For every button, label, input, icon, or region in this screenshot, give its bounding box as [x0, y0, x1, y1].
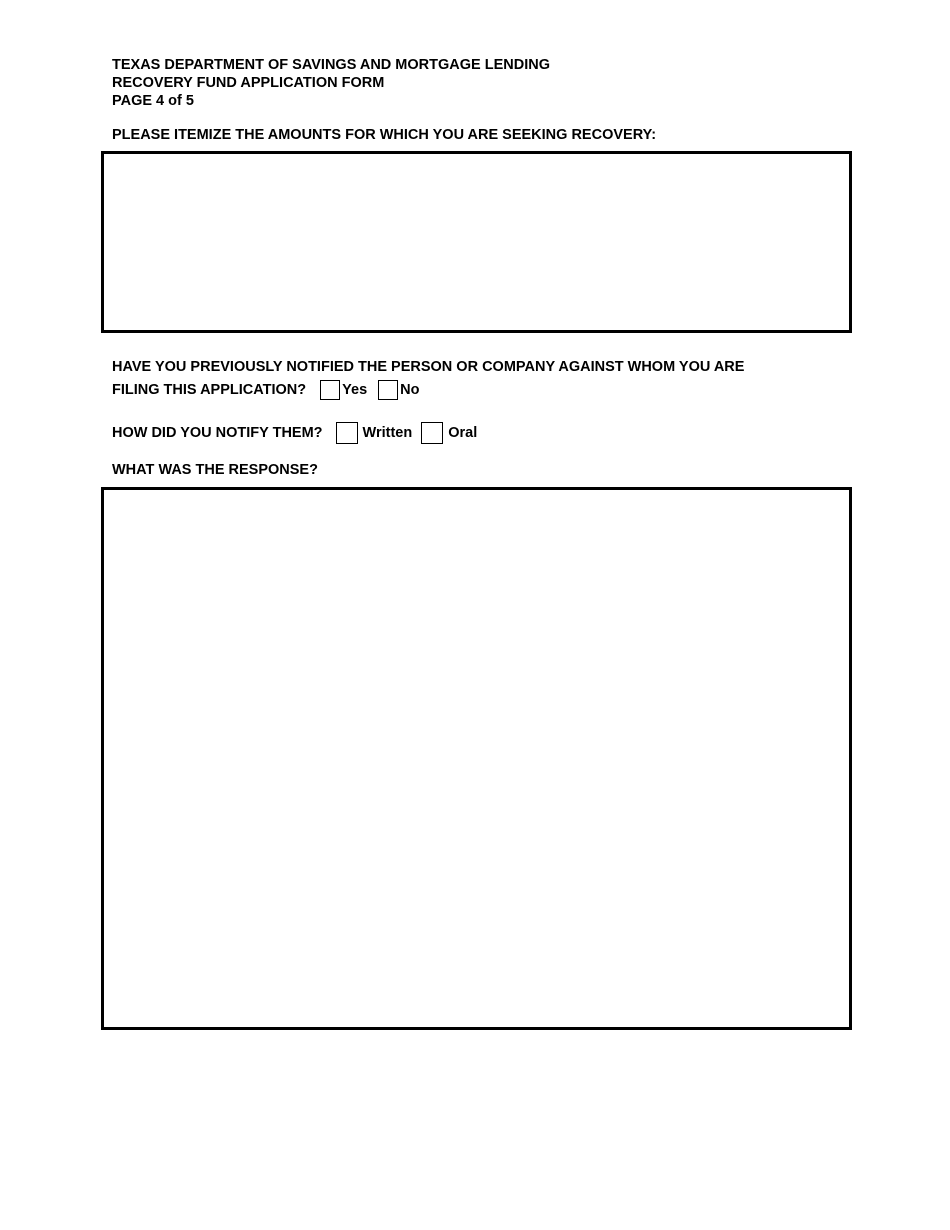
notified-yes-checkbox[interactable] [320, 380, 340, 400]
form-header [112, 56, 550, 110]
written-label: Written [362, 425, 413, 441]
department-name: TEXAS DEPARTMENT OF SAVINGS AND MORTGAGE LENDING [112, 57, 550, 73]
response-question: WHAT WAS THE RESPONSE? [112, 462, 318, 478]
notified-question-row [112, 378, 419, 402]
notify-method-row [112, 421, 477, 445]
notified-question-line2: FILING THIS APPLICATION? [112, 382, 307, 398]
oral-label: Oral [448, 425, 478, 441]
form-title: RECOVERY FUND APPLICATION FORM [112, 75, 385, 91]
notify-method-question: HOW DID YOU NOTIFY THEM? [112, 425, 323, 441]
oral-checkbox[interactable] [421, 422, 443, 444]
response-field[interactable] [101, 487, 852, 1030]
notified-no-label: No [400, 382, 420, 398]
notified-yes-label: Yes [342, 382, 368, 398]
notified-no-checkbox[interactable] [378, 380, 398, 400]
written-checkbox[interactable] [336, 422, 358, 444]
itemize-amounts-field[interactable] [101, 151, 852, 333]
itemize-question: PLEASE ITEMIZE THE AMOUNTS FOR WHICH YOU ARE SEEKING RECOVERY: [112, 127, 657, 143]
page-number: PAGE 4 of 5 [112, 93, 194, 109]
notified-question-line1: HAVE YOU PREVIOUSLY NOTIFIED THE PERSON OR COMPANY AGAINST WHOM YOU ARE [112, 359, 745, 375]
